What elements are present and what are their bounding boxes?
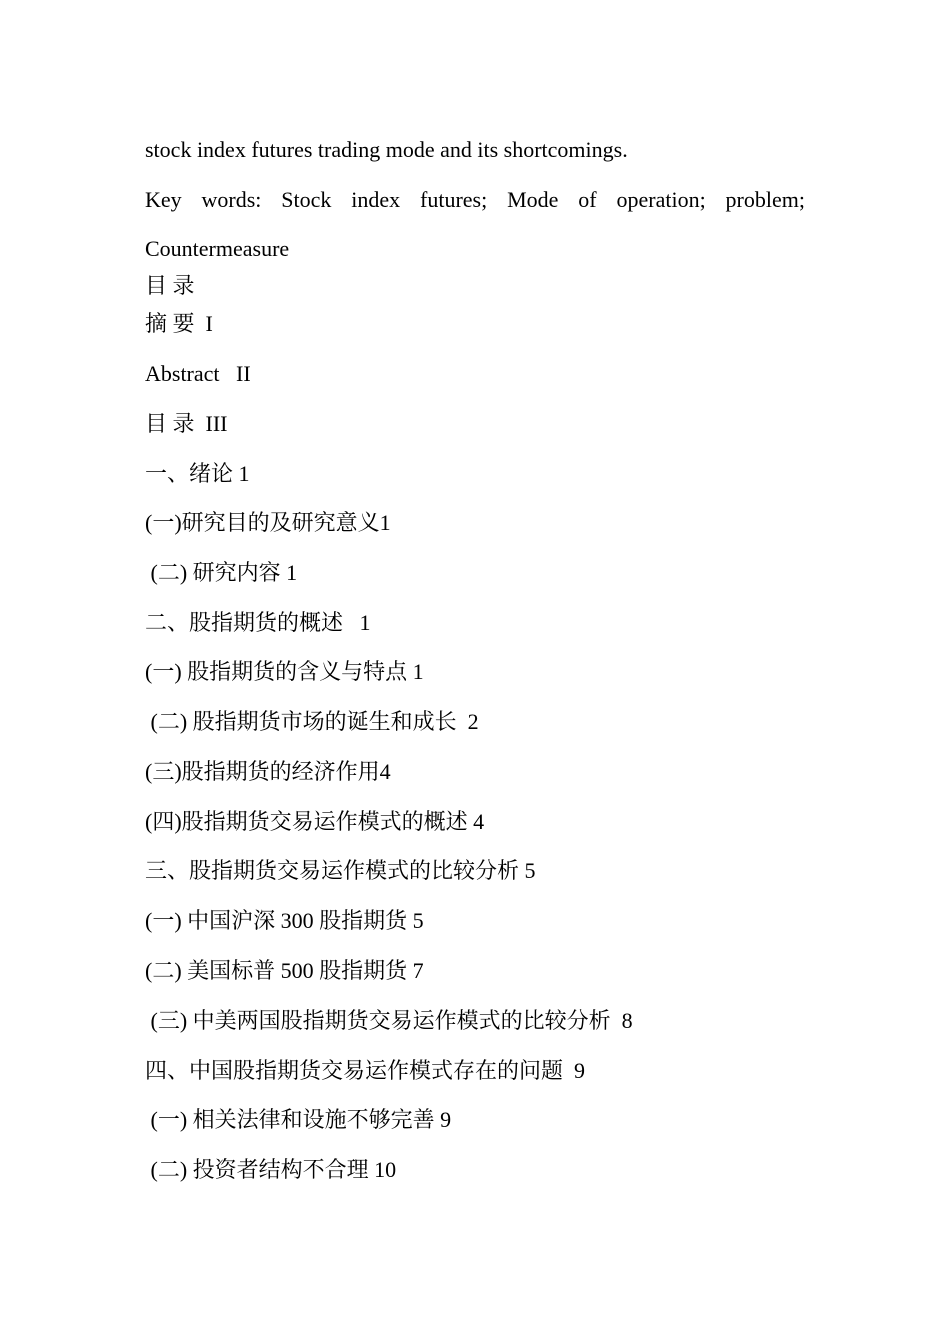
toc-entry-ch1: 一、绪论 1 [145, 461, 250, 486]
toc-entry-ch4-2: (二) 投资者结构不合理 10 [145, 1157, 397, 1182]
toc-entry-abstract-en: Abstract II [145, 361, 251, 386]
toc-entry-ch3: 三、股指期货交易运作模式的比较分析 5 [145, 858, 536, 883]
toc-entry-ch2-1: (一) 股指期货的含义与特点 1 [145, 659, 424, 684]
keywords-line-2: Countermeasure [145, 236, 290, 261]
abstract-continuation: stock index futures trading mode and its shortcomings. [145, 137, 628, 162]
toc-entry-ch3-1: (一) 中国沪深 300 股指期货 5 [145, 908, 424, 933]
toc-entry-contents: 目 录 III [145, 411, 228, 436]
toc-entry-ch2-3: (三)股指期货的经济作用4 [145, 759, 391, 784]
toc-entry-ch4: 四、中国股指期货交易运作模式存在的问题 9 [145, 1058, 586, 1083]
toc-heading: 目 录 [145, 273, 195, 298]
toc-entry-ch3-3: (三) 中美两国股指期货交易运作模式的比较分析 8 [145, 1008, 633, 1033]
toc-entry-ch2-2: (二) 股指期货市场的诞生和成长 2 [145, 709, 479, 734]
toc-entry-ch1-2: (二) 研究内容 1 [145, 560, 298, 585]
toc-entry-ch4-1: (一) 相关法律和设施不够完善 9 [145, 1107, 452, 1132]
toc-entry-ch1-1: (一)研究目的及研究意义1 [145, 510, 391, 535]
toc-entry-abstract-cn: 摘 要 I [145, 311, 213, 336]
toc-entry-ch3-2: (二) 美国标普 500 股指期货 7 [145, 958, 424, 983]
keywords-line-1: Key words: Stock index futures; Mode of operation; problem; [145, 187, 805, 212]
toc-entry-ch2-4: (四)股指期货交易运作模式的概述 4 [145, 809, 485, 834]
toc-entry-ch2: 二、股指期货的概述 1 [145, 610, 371, 635]
